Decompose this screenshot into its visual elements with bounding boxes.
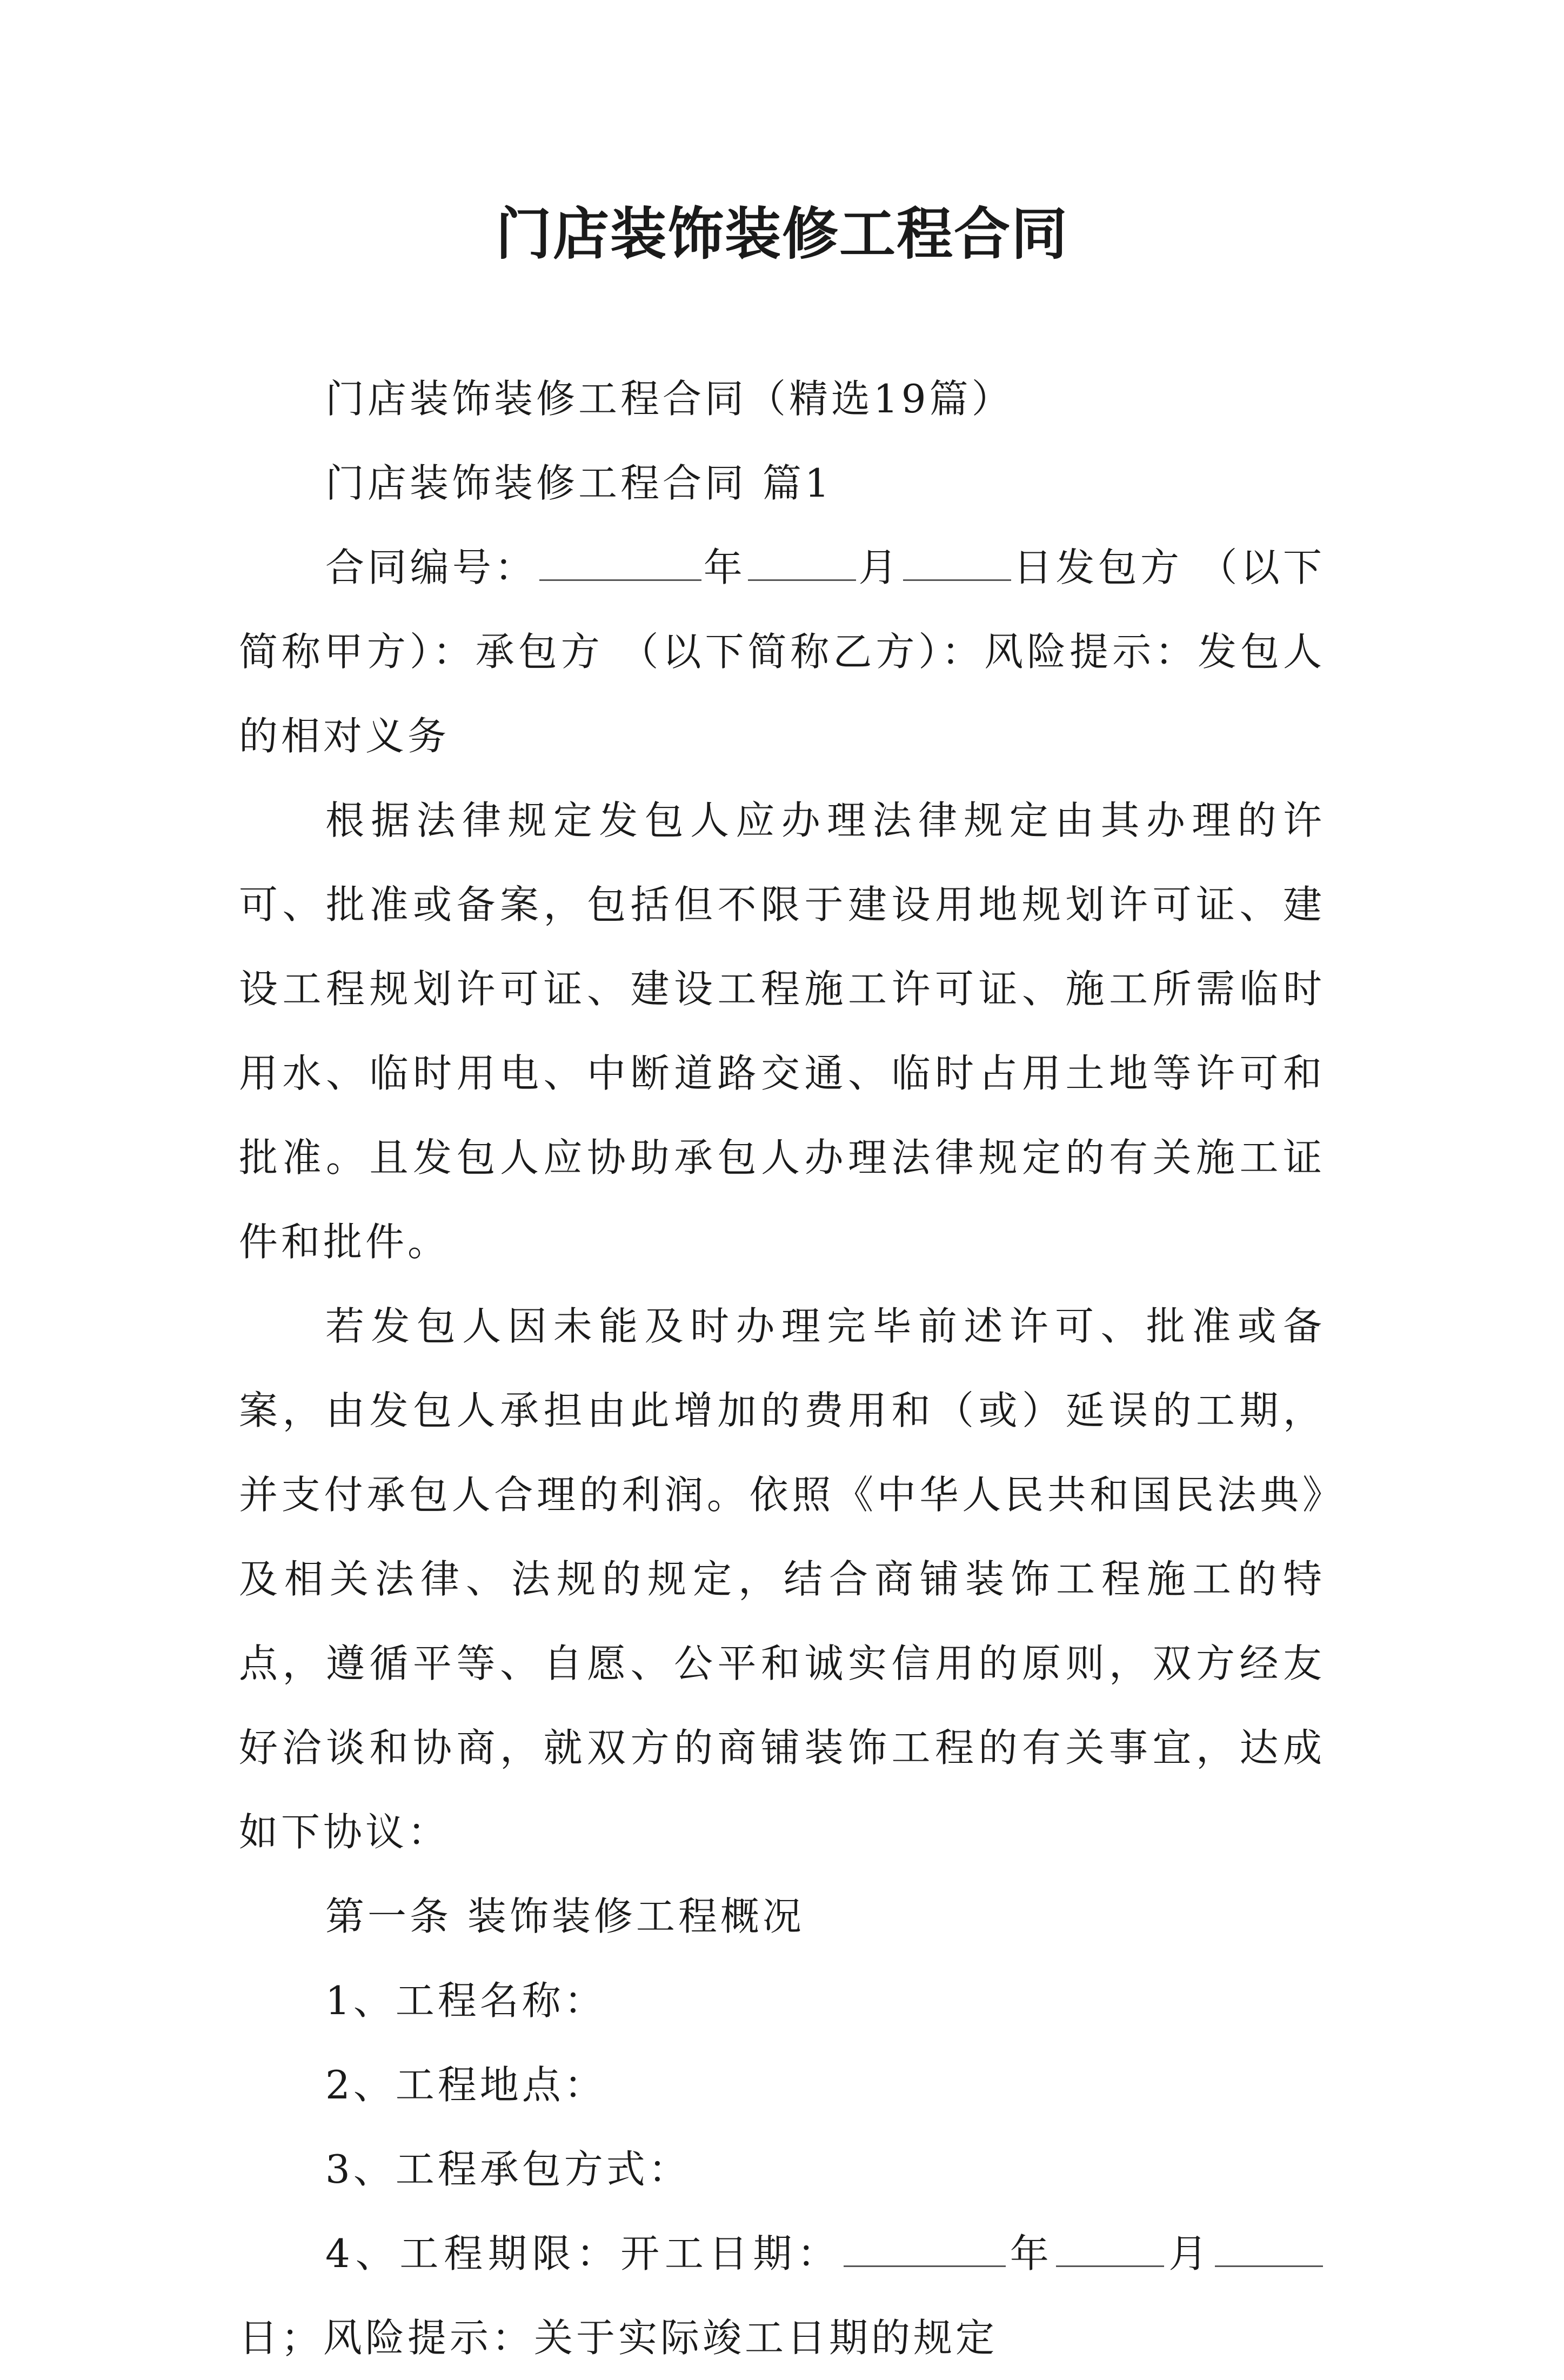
paragraph-responsibility: 若发包人因未能及时办理完毕前述许可、批准或备案，由发包人承担由此增加的费用和（或）延误的工期，并支付承包人合理的利润。依照《中华人民共和国民法典》及相关法律、法规的规定，结合商铺装饰工程施工的特点，遵循平等、自愿、公平和诚实信用的原则，双方经友好洽谈和协商，就双方的商铺装饰工程的有关事宜，达成如下协议：	[239, 1303, 1325, 1855]
document-body	[239, 357, 1325, 2380]
start-month-blank	[1056, 2235, 1164, 2267]
item-project-period	[239, 2211, 1325, 2380]
section-heading: 门店装饰装修工程合同 篇1	[325, 460, 833, 506]
paragraph-permits: 根据法律规定发包人应办理法律规定由其办理的许可、批准或备案，包括但不限于建设用地规划许可证、建设工程规划许可证、建设工程施工许可证、施工所需临时用水、临时用电、中断道路交通、临时占用土地等许可和批准。且发包人应协助承包人办理法律规定的有关施工证件和批件。	[239, 798, 1325, 1265]
year-label: 年	[703, 545, 746, 590]
contract-number-label: 合同编号：	[325, 545, 537, 590]
item-contract-method: 3、工程承包方式：	[325, 2147, 691, 2192]
project-period-label: 4、工程期限：开工日期：	[325, 2231, 841, 2276]
start-year-label: 年	[1007, 2231, 1054, 2276]
item-project-name: 1、工程名称：	[325, 1978, 606, 2023]
contract-number-blank	[539, 549, 701, 581]
project-period-rest: 日；风险提示：关于实际竣工日期的规定	[239, 2315, 998, 2361]
article-1-heading: 第一条 装饰装修工程概况	[325, 1894, 805, 1939]
start-day-blank	[1215, 2235, 1323, 2267]
day-blank	[903, 549, 1011, 581]
month-blank	[748, 549, 856, 581]
document-subtitle: 门店装饰装修工程合同（精选19篇）	[325, 376, 1014, 422]
document-title: 门店装饰装修工程合同	[495, 200, 1068, 267]
contract-number-paragraph	[239, 525, 1325, 778]
month-label: 月	[858, 545, 901, 590]
start-month-label: 月	[1166, 2231, 1213, 2276]
start-year-blank	[844, 2235, 1006, 2267]
item-project-location: 2、工程地点：	[325, 2062, 606, 2108]
contract-line-rest: 日发包方 （以下简称甲方）：承包方 （以下简称乙方）：风险提示：发包人的相对义务	[239, 545, 1325, 759]
